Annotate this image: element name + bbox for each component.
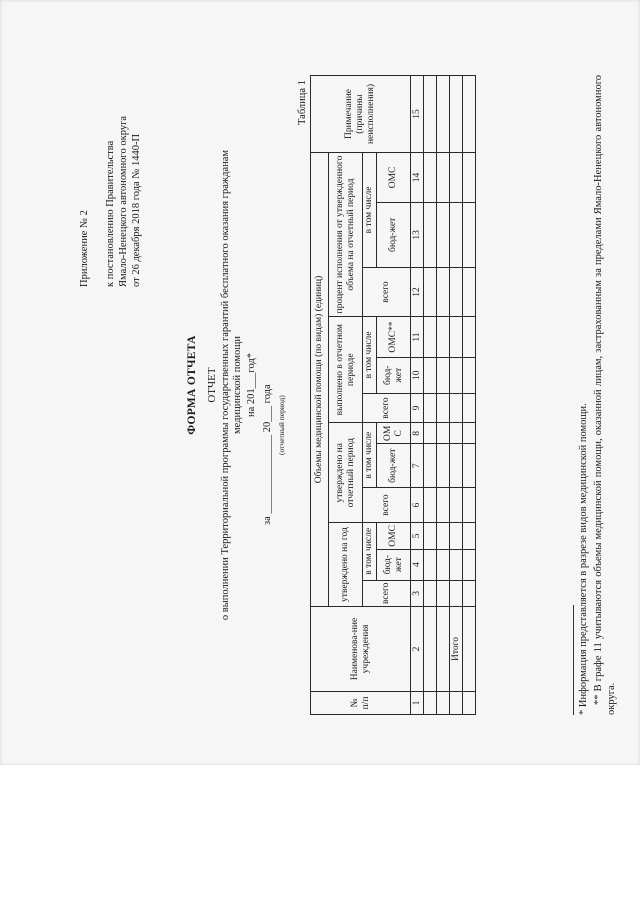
col-number: 4	[411, 549, 424, 580]
appendix-block	[78, 116, 143, 287]
header-budget-d: бюд-жет	[377, 202, 411, 267]
col-number: 7	[411, 444, 424, 488]
header-incl-a: в том числе	[363, 523, 377, 581]
col-number: 14	[411, 153, 424, 203]
col-number: 8	[411, 423, 424, 444]
table-row	[437, 76, 450, 715]
header-done-period: выполнено в отчетном периоде	[329, 317, 363, 423]
col-number: 13	[411, 202, 424, 267]
total-label: Итого	[450, 607, 463, 692]
header-budget-c: бюд-жет	[377, 357, 411, 393]
header-oms-c: ОМС**	[377, 317, 411, 358]
col-number: 2	[411, 607, 424, 692]
col-number: 1	[411, 692, 424, 715]
col-number: 9	[411, 393, 424, 423]
header-budget-a: бюд-жет	[377, 549, 411, 580]
header-oms-b: ОМ С	[377, 423, 411, 444]
report-heading: ОТЧЕТ	[206, 367, 218, 403]
total-row	[450, 76, 463, 715]
appendix-number: Приложение № 2	[79, 210, 90, 287]
report-year-line: на 201___год*	[246, 353, 257, 417]
col-number: 15	[411, 76, 424, 153]
header-budget-b: бюд-жет	[377, 444, 411, 488]
header-incl-b: в том числе	[363, 423, 377, 488]
header-oms-a: ОМС	[377, 523, 411, 550]
header-total-c: всего	[363, 393, 411, 423]
header-approved-year: утверждено на год	[329, 523, 363, 607]
header-total-b: всего	[363, 488, 411, 523]
col-number: 3	[411, 580, 424, 606]
header-approved-period: утверждено на отчетный период	[329, 423, 363, 523]
report-table	[310, 75, 476, 715]
header-total-a: всего	[363, 580, 411, 606]
header-oms-d: ОМС	[377, 153, 411, 203]
footnote-1: * Информация представляется в разрезе видов медицинской помощи.	[578, 403, 589, 715]
header-volumes: Объемы медицинской помощи (по видам) (единиц)	[311, 153, 329, 607]
header-num: № п/п	[311, 692, 411, 715]
report-subtitle: о выполнении Территориальной программы государственных гарантий бесплатного оказания гражданам медицинской помощи	[220, 149, 243, 621]
report-period-line: за _______________ 20___ года	[262, 384, 273, 525]
table-label: Таблица 1	[297, 80, 308, 125]
appendix-government: Ямало-Ненецкого автономного округа	[118, 115, 129, 287]
appendix-decree: к постановлению Правительства	[105, 140, 116, 287]
footnote-2: ** В графе 11 учитываются объемы медицинской помощи, оказанной лицам, застрахованным за пределами Ямало-Ненецкого автономного округа.	[593, 75, 617, 715]
col-number: 5	[411, 523, 424, 550]
header-institution: Наименова-ние учреждения	[311, 607, 411, 692]
col-number: 11	[411, 317, 424, 358]
col-number: 12	[411, 267, 424, 316]
header-incl-c: в том числе	[363, 317, 377, 394]
form-title: ФОРМА ОТЧЕТА	[186, 335, 198, 435]
footnote-divider	[573, 605, 574, 715]
period-caption: (отчетный период)	[277, 395, 286, 455]
column-number-row	[411, 76, 424, 715]
header-percent: процент исполнения от утвержденного объема на отчетный период	[329, 153, 363, 317]
col-number: 6	[411, 488, 424, 523]
header-total-d: всего	[363, 267, 411, 316]
col-number: 10	[411, 357, 424, 393]
appendix-date: от 26 декабря 2018 года № 1440-П	[131, 133, 142, 287]
table-row	[424, 76, 437, 715]
header-incl-d: в том числе	[363, 153, 377, 268]
table-row	[463, 76, 476, 715]
header-note: Примечание (причины неисполнения)	[311, 76, 411, 153]
